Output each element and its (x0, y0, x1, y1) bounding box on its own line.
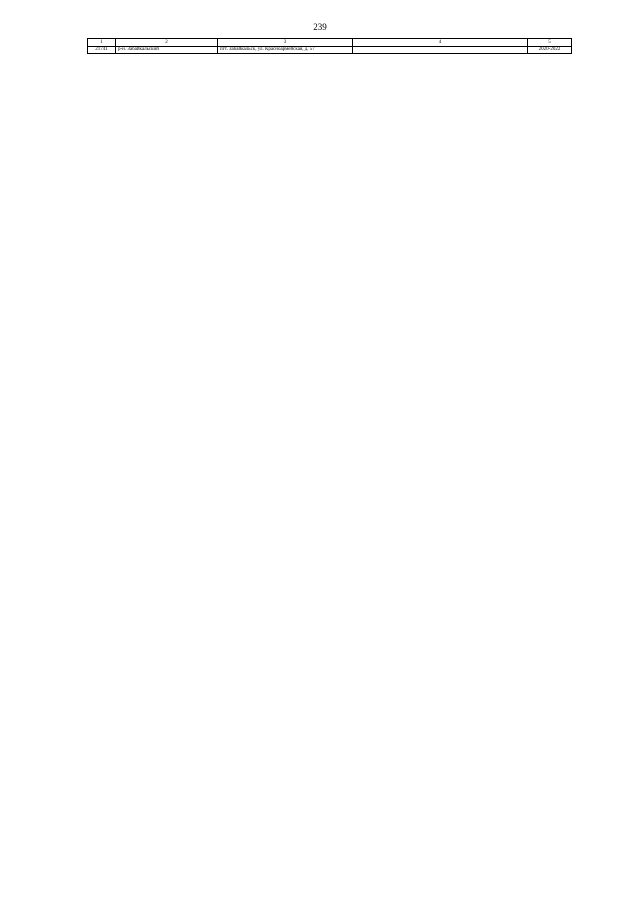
register-table (87, 38, 572, 54)
row-number: 21741 (88, 47, 116, 54)
work-type-cell (353, 47, 528, 54)
table-body (88, 47, 572, 54)
header-row (88, 39, 572, 47)
district-cell: р-н. Забайкальский (116, 47, 218, 54)
address-cell: пгт. Забайкальск, ул. Красноармейская, д. 57 (218, 47, 353, 54)
column-header: 1 (88, 39, 116, 47)
column-header: 5 (528, 39, 572, 47)
page-number: 239 (313, 22, 327, 32)
column-header: 3 (218, 39, 353, 47)
table-row (88, 47, 572, 54)
column-header: 2 (116, 39, 218, 47)
years-cell: 2020-2022 (528, 47, 572, 54)
column-header: 4 (353, 39, 528, 47)
